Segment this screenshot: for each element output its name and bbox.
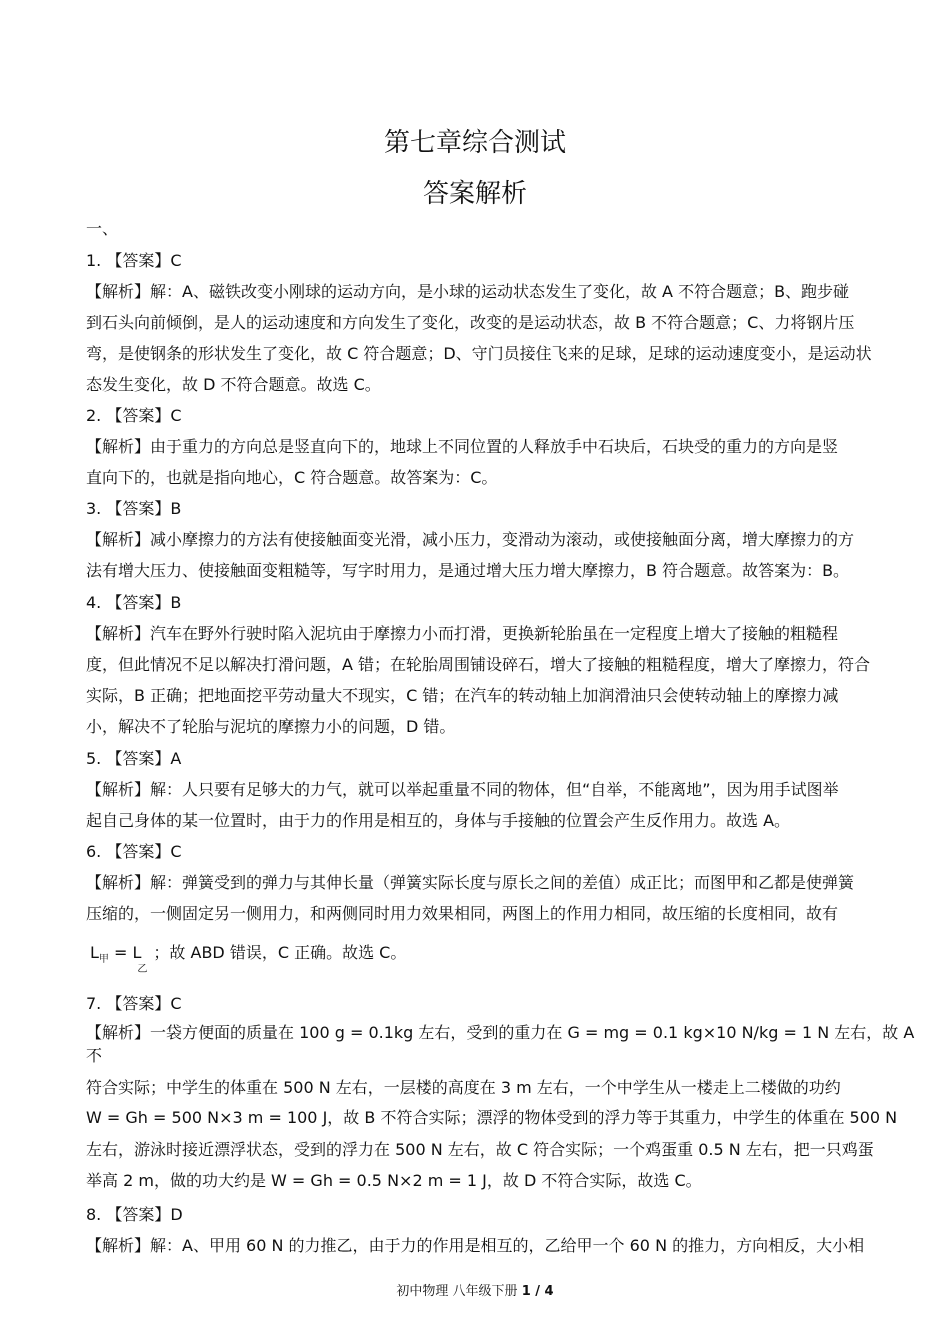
answer-1: 1. 【答案】C: [86, 251, 182, 270]
analysis-7-line: 左右，游泳时接近漂浮状态，受到的浮力在 500 N 左右，故 C 符合实际；一个鸡蛋重 0.5 N 左右，把一只鸡蛋: [86, 1140, 874, 1159]
page-footer: [0, 1280, 950, 1299]
answer-2: 2. 【答案】C: [86, 406, 182, 425]
analysis-1-line: 到石头向前倾倒，是人的运动速度和方向发生了变化，改变的是运动状态，故 B 不符合题意；C、力将钢片压: [86, 313, 855, 332]
formula-subscript-jia: 甲: [98, 954, 109, 965]
analysis-4-line: 【解析】汽车在野外行驶时陷入泥坑由于摩擦力小而打滑，更换新轮胎虽在一定程度上增大了接触的粗糙程: [86, 624, 839, 643]
answer-7: 7. 【答案】C: [86, 994, 182, 1013]
document-title: 第七章综合测试: [383, 128, 566, 158]
document-subtitle: 答案解析: [422, 179, 527, 209]
answer-4: 4. 【答案】B: [86, 593, 182, 612]
analysis-3-line: 【解析】减小摩擦力的方法有使接触面变光滑，减小压力，变滑动为滚动，或使接触面分离，增大摩擦力的方: [86, 530, 855, 549]
formula-conclusion: ；故 ABD 错误，C 正确。故选 C。: [153, 943, 407, 962]
analysis-8-line: 【解析】解：A、甲用 60 N 的力推乙，由于力的作用是相互的，乙给甲一个 60 N 的推力，方向相反，大小相: [86, 1236, 865, 1255]
analysis-1-line: 态发生变化，故 D 不符合题意。故选 C。: [86, 375, 381, 394]
footer-page-number: 1 / 4: [521, 1284, 554, 1299]
analysis-7-line: W = Gh = 500 N⨯3 m = 100 J，故 B 不符合实际；漂浮的物体受到的浮力等于其重力，中学生的体重在 500 N: [86, 1108, 898, 1127]
analysis-3-line: 法有增大压力、使接触面变粗糙等，写字时用力，是通过增大压力增大摩擦力，B 符合题意。故答案为：B。: [86, 561, 850, 580]
answer-8: 8. 【答案】D: [86, 1205, 183, 1224]
formula-symbol-l: L: [90, 943, 99, 962]
analysis-4-line: 小，解决不了轮胎与泥坑的摩擦力小的问题，D 错。: [86, 717, 456, 736]
analysis-7-line: 【解析】一袋方便面的质量在 100 g = 0.1kg 左右，受到的重力在 G = mg = 0.1 kg⨯10 N/kg = 1 N 左右，故 A: [86, 1023, 915, 1042]
analysis-6-line: 压缩的，一侧固定另一侧用力，和两侧同时用力效果相同，两图上的作用力相同，故压缩的长度相同，故有: [86, 904, 839, 923]
analysis-4-line: 度，但此情况不足以解决打滑问题，A 错；在轮胎周围铺设碎石，增大了接触的粗糙程度，增大了摩擦力，符合: [86, 655, 871, 674]
analysis-5-line: 【解析】解：人只要有足够大的力气，就可以举起重量不同的物体，但“自举，不能离地”，因为用手试图举: [86, 780, 839, 799]
analysis-4-line: 实际，B 正确；把地面挖平劳动量大不现实，C 错；在汽车的转动轴上加润滑油只会使转动轴上的摩擦力减: [86, 686, 839, 705]
analysis-1-line: 弯，是使钢条的形状发生了变化，故 C 符合题意；D、守门员接住飞来的足球，足球的运动速度变小，是运动状: [86, 344, 872, 363]
analysis-5-line: 起自己身体的某一位置时，由于力的作用是相互的，身体与手接触的位置会产生反作用力。故选 A。: [86, 811, 791, 830]
answer-3: 3. 【答案】B: [86, 499, 182, 518]
analysis-6-formula: [90, 943, 407, 975]
section-label: 一、: [86, 219, 119, 238]
analysis-7-line: 符合实际；中学生的体重在 500 N 左右，一层楼的高度在 3 m 左右，一个中学生从一楼走上二楼做的功约: [86, 1078, 841, 1097]
answer-6: 6. 【答案】C: [86, 842, 182, 861]
analysis-7-line: 不: [86, 1046, 103, 1065]
answer-5: 5. 【答案】A: [86, 749, 182, 768]
formula-symbol-equals-l: = L: [108, 943, 142, 962]
formula-subscript-yi: 乙: [137, 964, 148, 975]
analysis-1-line: 【解析】解：A、磁铁改变小刚球的运动方向，是小球的运动状态发生了变化，故 A 不符合题意；B、跑步碰: [86, 282, 850, 301]
analysis-6-line: 【解析】解：弹簧受到的弹力与其伸长量（弹簧实际长度与原长之间的差值）成正比；而图甲和乙都是使弹簧: [86, 873, 855, 892]
analysis-7-line: 举高 2 m，做的功大约是 W = Gh = 0.5 N⨯2 m = 1 J，故 D 不符合实际，故选 C。: [86, 1171, 702, 1190]
analysis-2-line: 【解析】由于重力的方向总是竖直向下的，地球上不同位置的人释放手中石块后，石块受的重力的方向是竖: [86, 437, 839, 456]
footer-course: 初中物理 八年级下册: [396, 1284, 522, 1299]
analysis-2-line: 直向下的，也就是指向地心，C 符合题意。故答案为：C。: [86, 468, 498, 487]
